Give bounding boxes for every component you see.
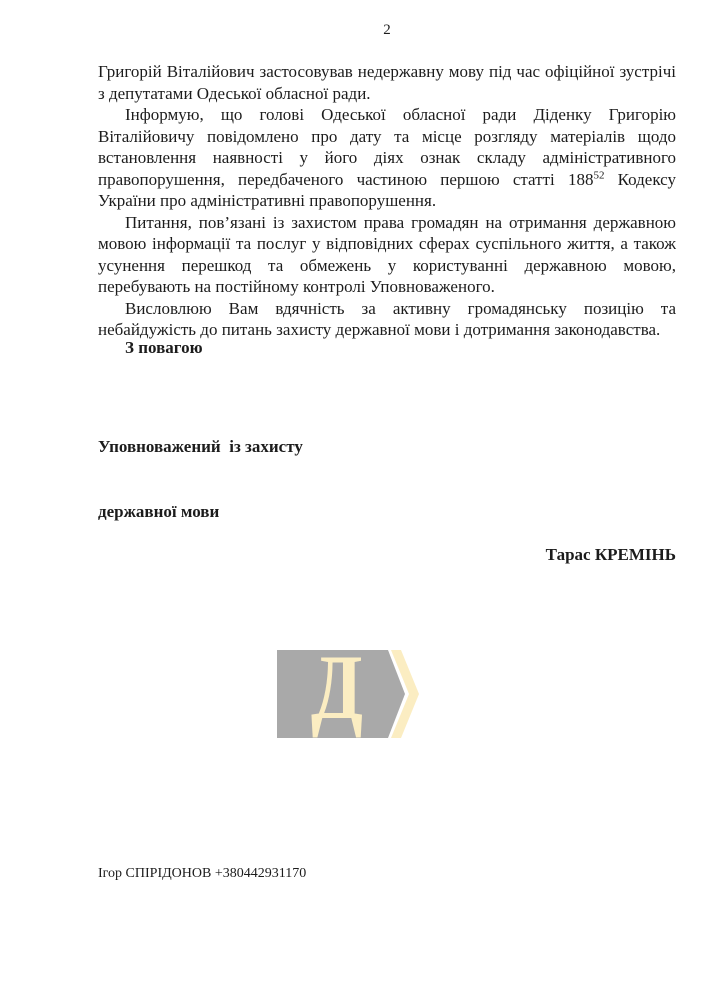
closing-salutation: З повагою (125, 338, 203, 357)
body-paragraph-2 (98, 104, 676, 212)
signer-name: Тарас КРЕМІНЬ (545, 545, 676, 564)
letter-body (98, 61, 676, 341)
page-number: 2 (383, 22, 391, 38)
paragraph-2-text-after: Кодексу України про адміністративні правопорушення. (98, 169, 677, 210)
watermark-logo-icon (277, 650, 419, 738)
body-paragraph-3: Питання, пов’язані із захистом права громадян на отримання державною мовою інформації та послуг у відповідних сферах суспільного життя, а також усунення перешкод та обмежень у користуванні державною мовою, перебувають на постійному контролі Уповноваженого. (98, 212, 676, 296)
body-paragraph-4: Висловлюю Вам вдячність за активну громадянську позицію та небайдужість до питань захисту державної мови і дотримання законодавства. (98, 298, 676, 339)
watermark-letter-d: Д (311, 650, 363, 738)
watermark-logo (277, 650, 419, 738)
signer-position-line2: державної мови (98, 501, 220, 521)
body-paragraph-1: Григорій Віталійович застосовував недержавну мову під час офіційної зустрічі з депутатами Одеської обласної ради. (98, 62, 676, 103)
signer-position-line1: Уповноважений із захисту (98, 437, 303, 456)
signature-block (98, 393, 676, 565)
signer-position (98, 393, 303, 565)
paragraph-2-text-before: Інформую, що голові Одеської обласної ради Діденку Григорію Віталійовичу повідомлено про дату та місце розгляду матеріалів щодо встановлення наявності у його діях ознак складу адміністративного правопорушення, передбаченого частиною першою статті 188 (98, 105, 676, 189)
article-number-superscript: 52 (593, 168, 605, 181)
contact-footer: Ігор СПІРІДОНОВ +380442931170 (98, 866, 307, 881)
